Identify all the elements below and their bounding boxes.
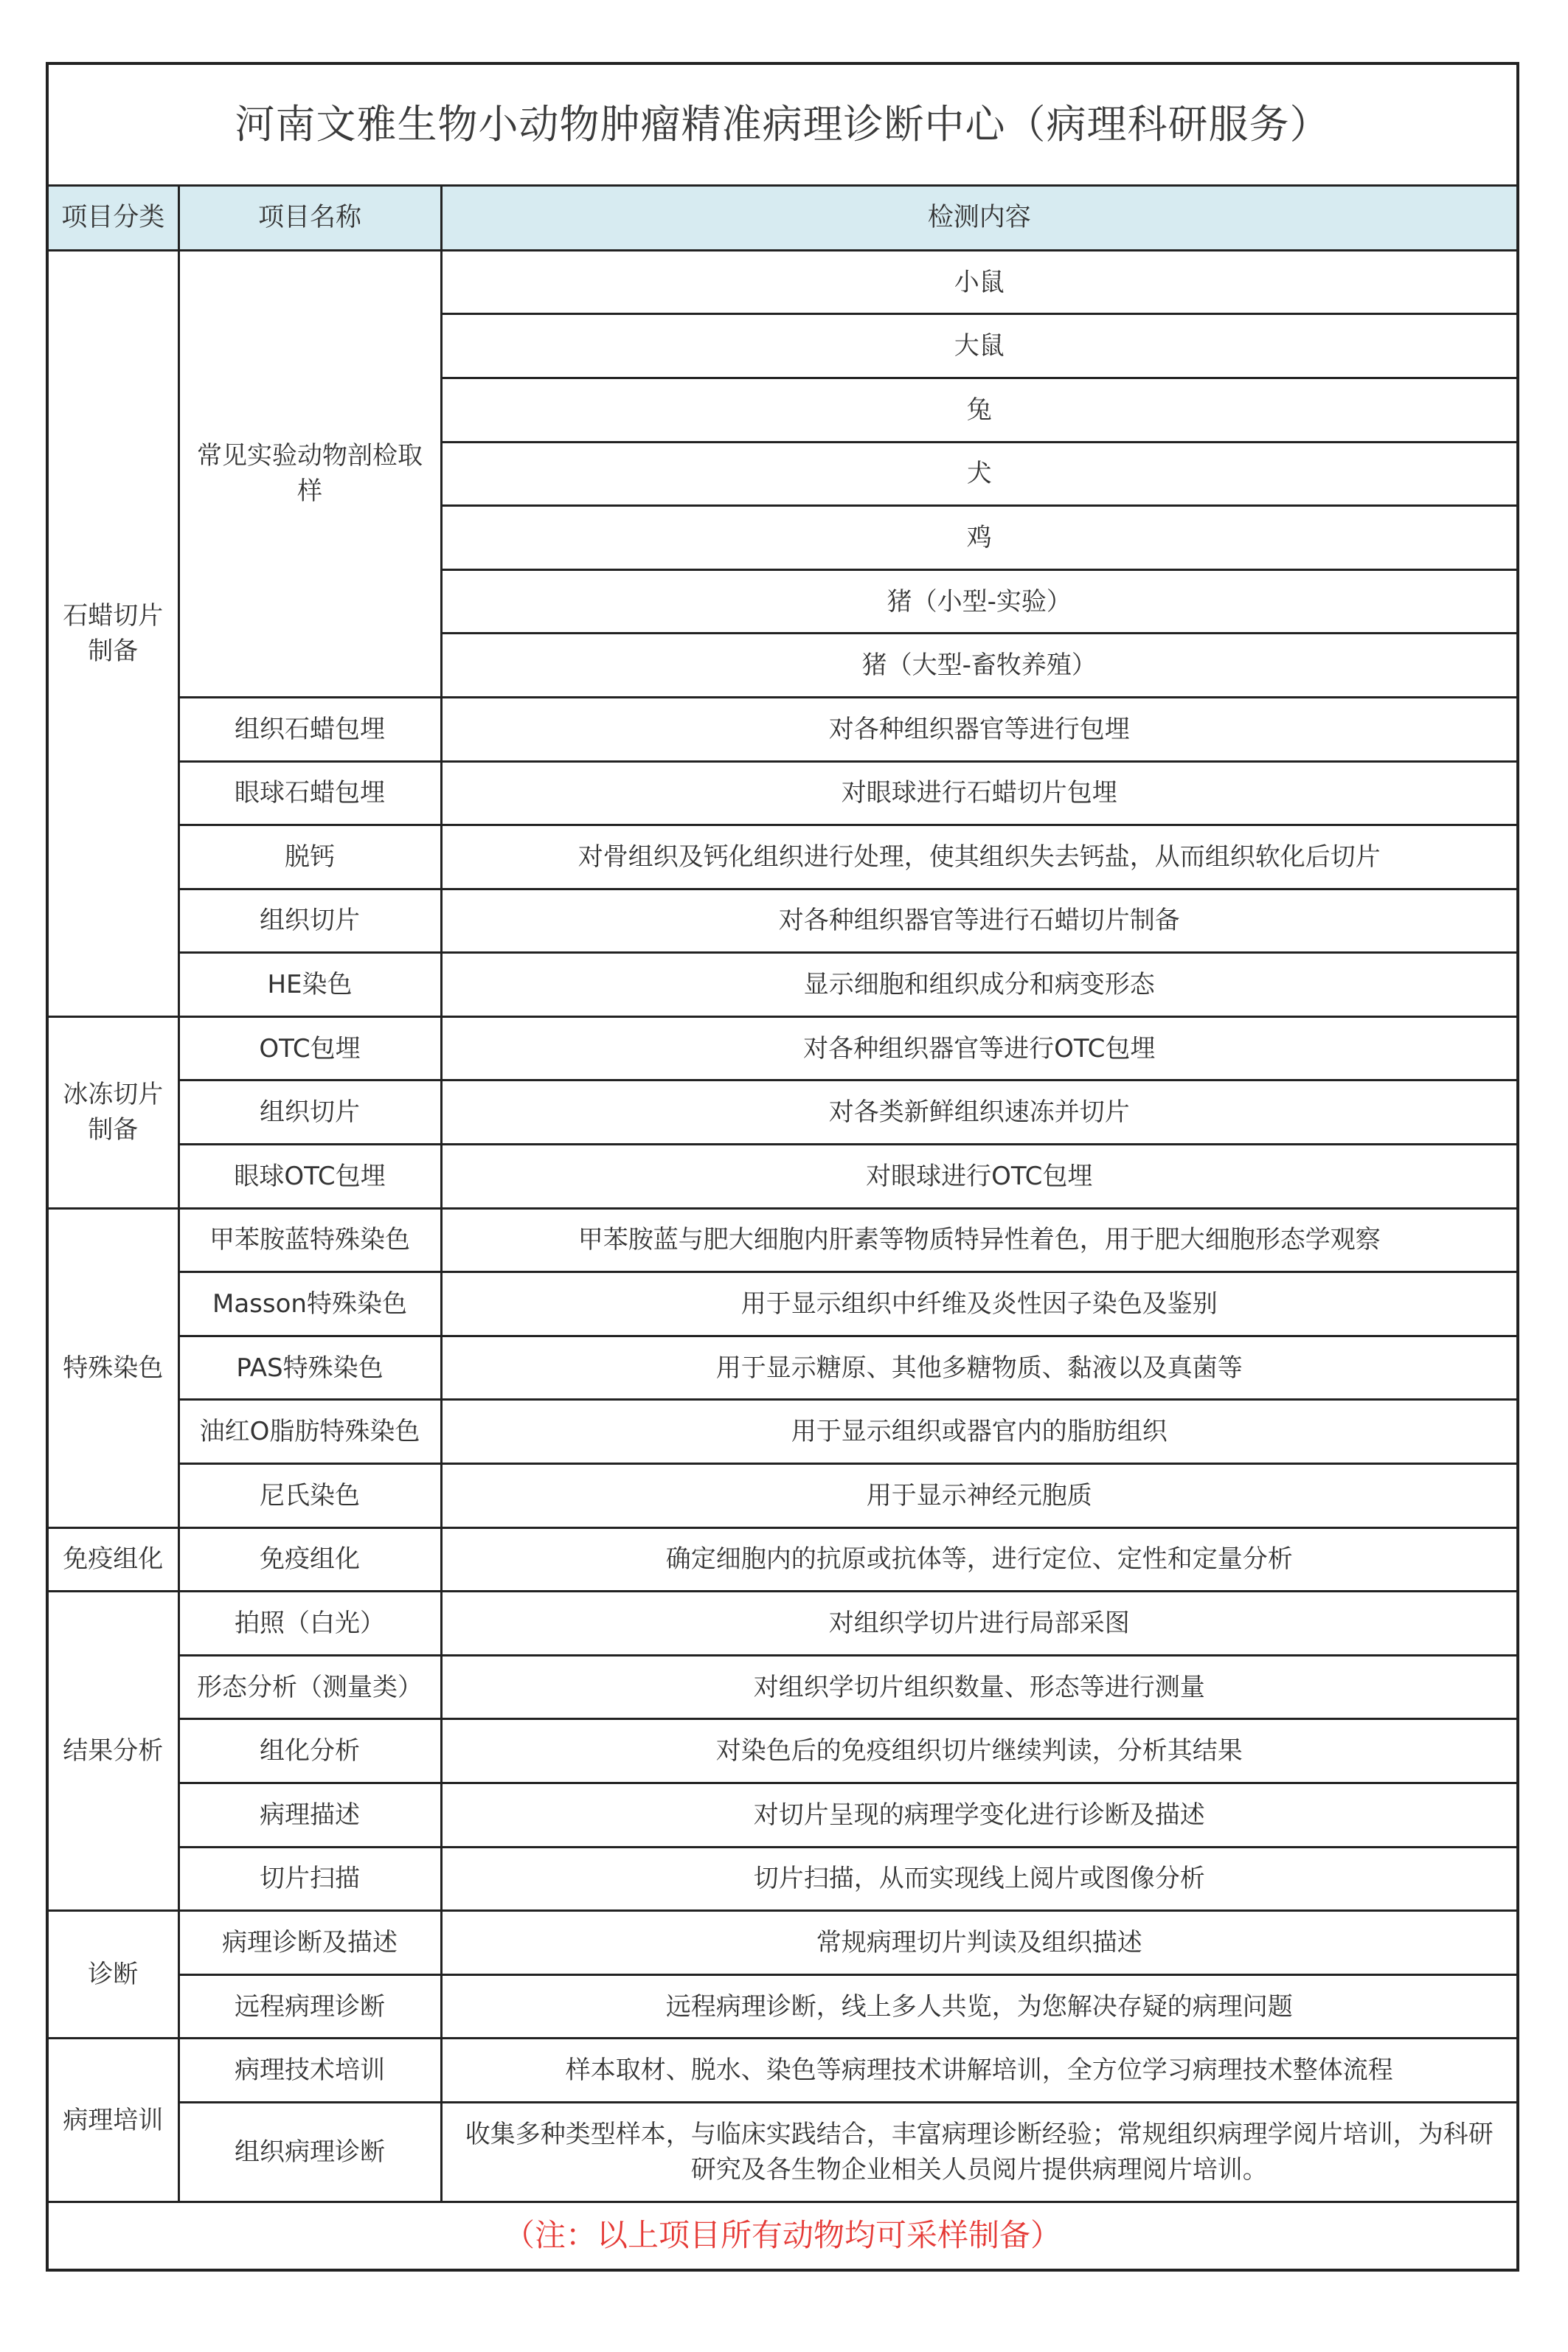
table-row <box>49 825 1516 889</box>
content-cell: 猪（大型-畜牧养殖） <box>441 634 1516 698</box>
content-cell: 对眼球进行OTC包埋 <box>441 1145 1516 1209</box>
item-name-cell: 眼球OTC包埋 <box>178 1145 441 1209</box>
item-name-cell: 组织病理诊断 <box>178 2102 441 2202</box>
table-row <box>49 1783 1516 1848</box>
item-name-cell: 尼氏染色 <box>178 1464 441 1528</box>
content-cell: 猪（小型-实验） <box>441 569 1516 634</box>
item-name-cell: 常见实验动物剖检取样 <box>178 250 441 697</box>
content-cell: 对各种组织器官等进行OTC包埋 <box>441 1016 1516 1080</box>
table-row <box>49 1080 1516 1145</box>
table-row <box>49 1145 1516 1209</box>
category-cell: 免疫组化 <box>49 1527 178 1592</box>
category-cell: 诊断 <box>49 1911 178 2039</box>
content-cell: 兔 <box>441 378 1516 442</box>
category-cell: 冰冻切片 制备 <box>49 1016 178 1208</box>
content-cell: 大鼠 <box>441 314 1516 378</box>
item-name-cell: 组织切片 <box>178 889 441 953</box>
content-cell: 小鼠 <box>441 250 1516 314</box>
table-row <box>49 1400 1516 1464</box>
item-name-cell: 眼球石蜡包埋 <box>178 761 441 825</box>
category-cell: 石蜡切片 制备 <box>49 250 178 1016</box>
service-table-frame <box>46 62 1519 2272</box>
item-name-cell: 组织切片 <box>178 1080 441 1145</box>
content-cell: 切片扫描，从而实现线上阅片或图像分析 <box>441 1847 1516 1911</box>
item-name-cell: 远程病理诊断 <box>178 1974 441 2039</box>
category-cell: 特殊染色 <box>49 1208 178 1527</box>
content-cell: 收集多种类型样本，与临床实践结合，丰富病理诊断经验；常规组织病理学阅片培训，为科研研究及各生物企业相关人员阅片提供病理阅片培训。 <box>441 2102 1516 2202</box>
item-name-cell: HE染色 <box>178 953 441 1017</box>
table-row <box>49 250 1516 314</box>
table-row <box>49 889 1516 953</box>
table-row <box>49 697 1516 761</box>
item-name-cell: OTC包埋 <box>178 1016 441 1080</box>
item-name-cell: 病理描述 <box>178 1783 441 1848</box>
content-cell: 对骨组织及钙化组织进行处理，使其组织失去钙盐，从而组织软化后切片 <box>441 825 1516 889</box>
table-row <box>49 1464 1516 1528</box>
table-row <box>49 1527 1516 1592</box>
item-name-cell: 拍照（白光） <box>178 1592 441 1656</box>
item-name-cell: 病理诊断及描述 <box>178 1911 441 1975</box>
table-row <box>49 1655 1516 1719</box>
content-cell: 显示细胞和组织成分和病变形态 <box>441 953 1516 1017</box>
table-row <box>49 1336 1516 1400</box>
category-cell: 病理培训 <box>49 2039 178 2202</box>
content-cell: 鸡 <box>441 506 1516 570</box>
content-cell: 对各类新鲜组织速冻并切片 <box>441 1080 1516 1145</box>
table-header <box>49 186 1516 251</box>
item-name-cell: 免疫组化 <box>178 1527 441 1592</box>
table-row <box>49 1272 1516 1336</box>
item-name-cell: 形态分析（测量类） <box>178 1655 441 1719</box>
content-cell: 远程病理诊断，线上多人共览，为您解决存疑的病理问题 <box>441 1974 1516 2039</box>
item-name-cell: 病理技术培训 <box>178 2039 441 2103</box>
page-title: 河南文雅生物小动物肿瘤精准病理诊断中心（病理科研服务） <box>49 65 1516 186</box>
header-content: 检测内容 <box>441 186 1516 251</box>
content-cell: 对组织学切片组织数量、形态等进行测量 <box>441 1655 1516 1719</box>
item-name-cell: 组化分析 <box>178 1719 441 1783</box>
item-name-cell: PAS特殊染色 <box>178 1336 441 1400</box>
content-cell: 对眼球进行石蜡切片包埋 <box>441 761 1516 825</box>
table-row <box>49 1208 1516 1272</box>
content-cell: 样本取材、脱水、染色等病理技术讲解培训，全方位学习病理技术整体流程 <box>441 2039 1516 2103</box>
service-table <box>49 65 1516 2269</box>
table-row <box>49 2102 1516 2202</box>
content-cell: 对各种组织器官等进行石蜡切片制备 <box>441 889 1516 953</box>
table-row <box>49 953 1516 1017</box>
content-cell: 对组织学切片进行局部采图 <box>441 1592 1516 1656</box>
item-name-cell: 切片扫描 <box>178 1847 441 1911</box>
content-cell: 对染色后的免疫组织切片继续判读，分析其结果 <box>441 1719 1516 1783</box>
content-cell: 常规病理切片判读及组织描述 <box>441 1911 1516 1975</box>
header-name: 项目名称 <box>178 186 441 251</box>
table-row <box>49 1719 1516 1783</box>
table-row <box>49 1911 1516 1975</box>
footnote: （注：以上项目所有动物均可采样制备） <box>49 2202 1516 2269</box>
content-cell: 对切片呈现的病理学变化进行诊断及描述 <box>441 1783 1516 1848</box>
item-name-cell: 油红O脂肪特殊染色 <box>178 1400 441 1464</box>
category-cell: 结果分析 <box>49 1592 178 1911</box>
content-cell: 甲苯胺蓝与肥大细胞内肝素等物质特异性着色，用于肥大细胞形态学观察 <box>441 1208 1516 1272</box>
item-name-cell: Masson特殊染色 <box>178 1272 441 1336</box>
item-name-cell: 组织石蜡包埋 <box>178 697 441 761</box>
table-row <box>49 1592 1516 1656</box>
content-cell: 用于显示神经元胞质 <box>441 1464 1516 1528</box>
table-row <box>49 2039 1516 2103</box>
content-cell: 犬 <box>441 442 1516 506</box>
header-category: 项目分类 <box>49 186 178 251</box>
item-name-cell: 甲苯胺蓝特殊染色 <box>178 1208 441 1272</box>
item-name-cell: 脱钙 <box>178 825 441 889</box>
content-cell: 用于显示组织或器官内的脂肪组织 <box>441 1400 1516 1464</box>
content-cell: 对各种组织器官等进行包埋 <box>441 697 1516 761</box>
table-row <box>49 1847 1516 1911</box>
table-row <box>49 761 1516 825</box>
content-cell: 用于显示糖原、其他多糖物质、黏液以及真菌等 <box>441 1336 1516 1400</box>
content-cell: 用于显示组织中纤维及炎性因子染色及鉴别 <box>441 1272 1516 1336</box>
content-cell: 确定细胞内的抗原或抗体等，进行定位、定性和定量分析 <box>441 1527 1516 1592</box>
table-row <box>49 1974 1516 2039</box>
table-row <box>49 1016 1516 1080</box>
